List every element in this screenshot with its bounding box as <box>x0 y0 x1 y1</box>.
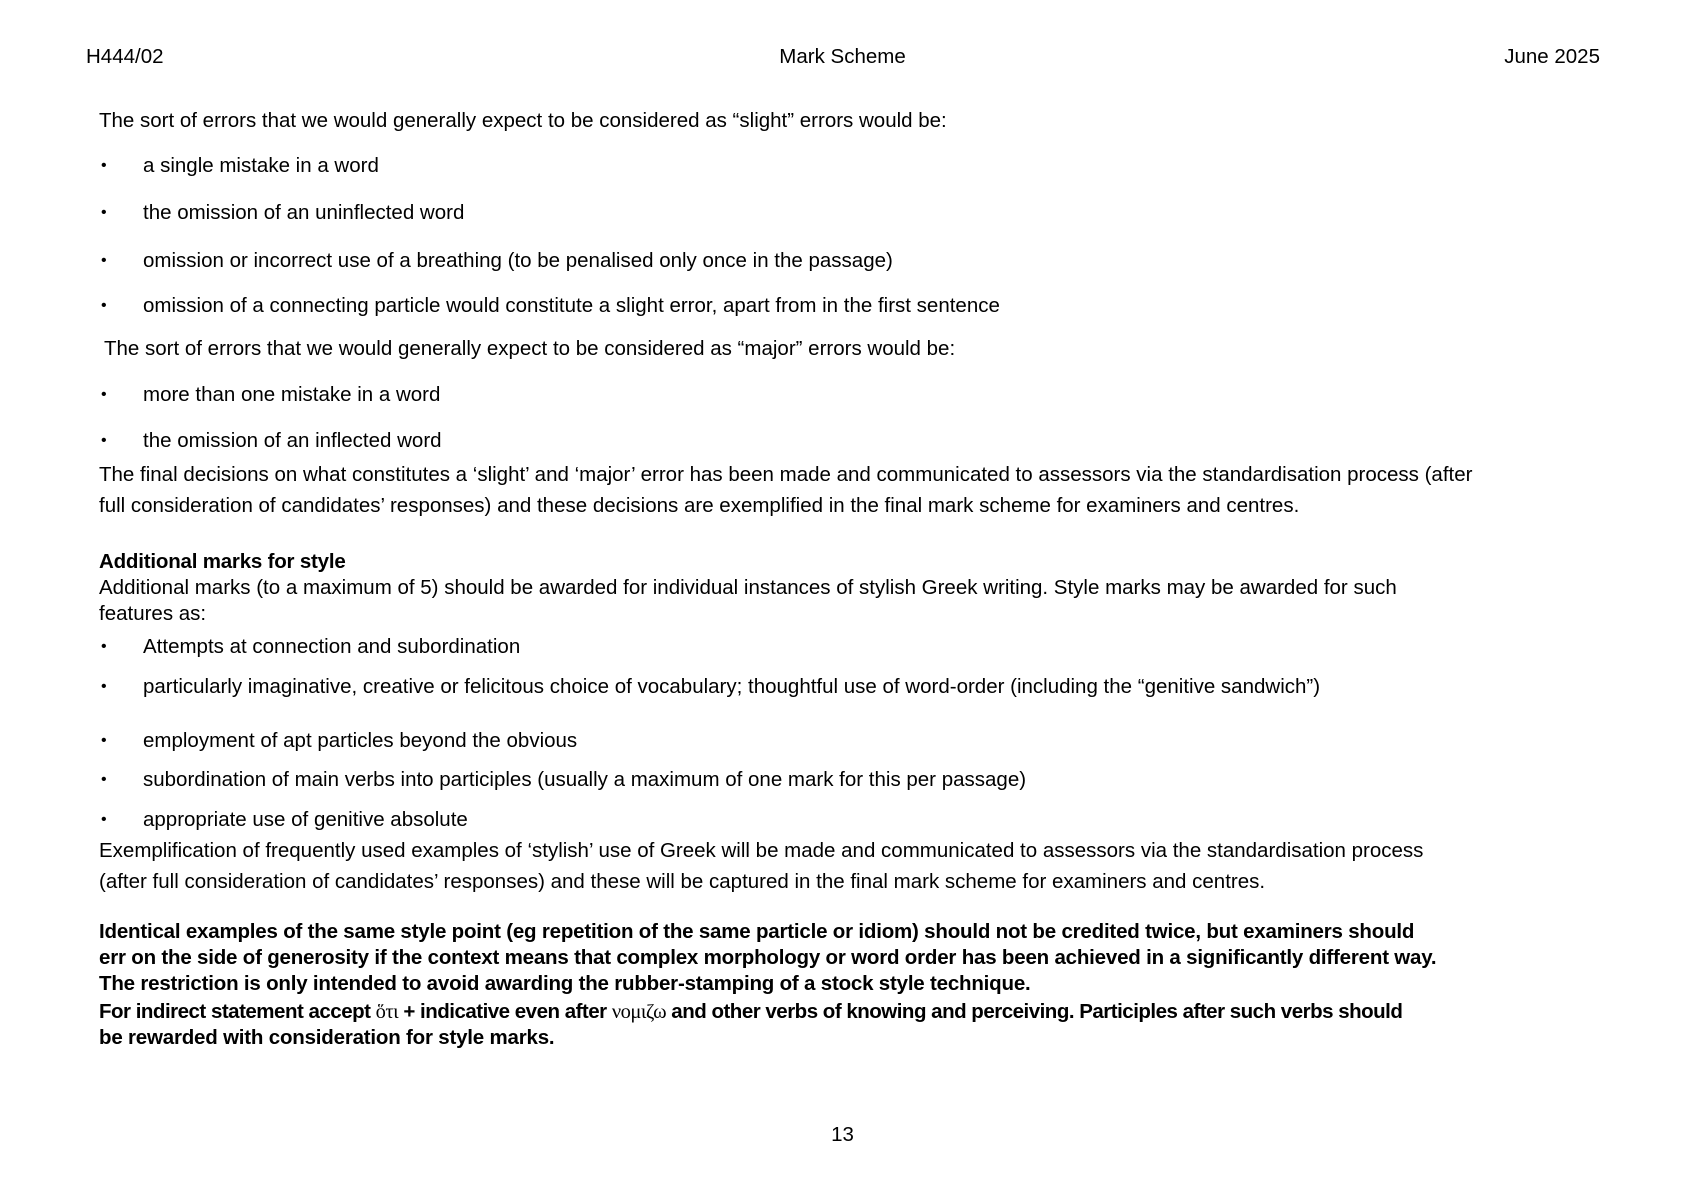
bold-line-2: err on the side of generosity if the context means that complex morphology or word order has been achieved in a significantly different way. <box>99 946 1437 969</box>
final-line-1: The final decisions on what constitutes a ‘slight’ and ‘major’ error has been made and communicated to assessors via the standardisation process (after <box>99 463 1473 486</box>
bullet-icon: • <box>101 678 107 695</box>
text: and other verbs of knowing and perceiving. Participles after such verbs should <box>666 1000 1403 1023</box>
bold-line-1: Identical examples of the same style point (eg repetition of the same particle or idiom) should not be credited twice, but examiners should <box>99 920 1415 943</box>
indirect-statement <box>99 1000 1402 1024</box>
bullet-icon: • <box>101 771 107 788</box>
list-item: employment of apt particles beyond the obvious <box>143 729 578 752</box>
bullet-icon: • <box>101 157 107 174</box>
list-item: subordination of main verbs into participles (usually a maximum of one mark for this per passage) <box>143 768 1027 791</box>
bullet-icon: • <box>101 432 107 449</box>
list-item: Attempts at connection and subordination <box>143 635 521 658</box>
bullet-icon: • <box>101 297 107 314</box>
bold-line-last: be rewarded with consideration for style marks. <box>99 1026 555 1049</box>
bullet-icon: • <box>101 638 107 655</box>
bullet-icon: • <box>101 386 107 403</box>
list-item: the omission of an uninflected word <box>143 201 465 224</box>
doc-date: June 2025 <box>1504 45 1600 68</box>
list-item: omission or incorrect use of a breathing (to be penalised only once in the passage) <box>143 249 893 272</box>
style-heading: Additional marks for style <box>99 550 346 573</box>
bullet-icon: • <box>101 252 107 269</box>
list-item: more than one mistake in a word <box>143 383 441 406</box>
list-item: omission of a connecting particle would constitute a slight error, apart from in the first sentence <box>143 294 1000 317</box>
doc-title: Mark Scheme <box>779 45 906 68</box>
bullet-icon: • <box>101 811 107 828</box>
list-item: the omission of an inflected word <box>143 429 442 452</box>
major-intro: The sort of errors that we would generally expect to be considered as “major” errors would be: <box>104 337 956 360</box>
final-line-2: full consideration of candidates’ responses) and these decisions are exemplified in the final mark scheme for examiners and centres. <box>99 494 1300 517</box>
style-intro-2: features as: <box>99 602 207 625</box>
list-item: appropriate use of genitive absolute <box>143 808 468 831</box>
list-item: particularly imaginative, creative or felicitous choice of vocabulary; thoughtful use of word-order (including the “genitive sandwich”) <box>143 675 1321 698</box>
text: For indirect statement accept <box>99 1000 376 1023</box>
doc-code: H444/02 <box>86 45 164 68</box>
text: + indicative even after <box>398 1000 612 1023</box>
greek-nomizo: νομιζω <box>611 1001 667 1023</box>
bold-line-3: The restriction is only intended to avoid awarding the rubber-stamping of a stock style technique. <box>99 972 1031 995</box>
exemplification-2: (after full consideration of candidates’ responses) and these will be captured in the final mark scheme for examiners and centres. <box>99 870 1266 893</box>
style-intro-1: Additional marks (to a maximum of 5) should be awarded for individual instances of stylish Greek writing. Style marks may be awarded for such <box>99 576 1397 599</box>
slight-intro: The sort of errors that we would generally expect to be considered as “slight” errors would be: <box>99 109 947 132</box>
bullet-icon: • <box>101 204 107 221</box>
greek-hoti: ὅτι <box>375 1001 399 1023</box>
exemplification-1: Exemplification of frequently used examples of ‘stylish’ use of Greek will be made and communicated to assessors via the standardisation process <box>99 839 1424 862</box>
bullet-icon: • <box>101 732 107 749</box>
page-number: 13 <box>831 1123 854 1146</box>
list-item: a single mistake in a word <box>143 154 379 177</box>
